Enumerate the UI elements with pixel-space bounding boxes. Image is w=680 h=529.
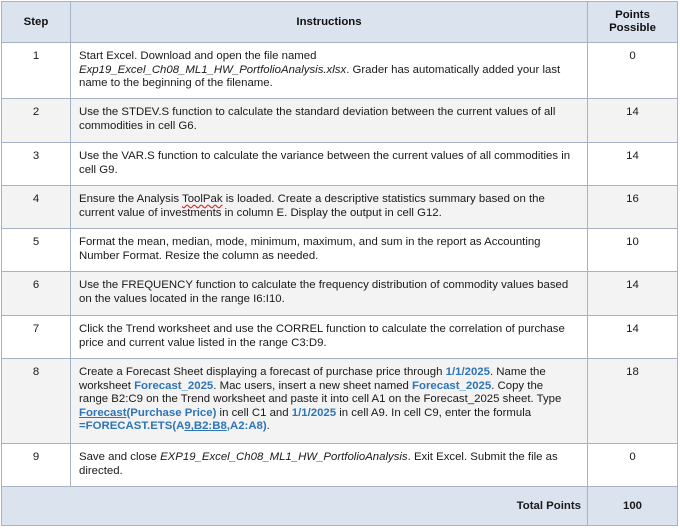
header-row xyxy=(2,2,678,43)
instruction-text: Use the STDEV.S function to calculate the standard deviation between the current values of all commodities in cell G6. xyxy=(71,99,588,143)
instruction-text: Ensure the Analysis ToolPak is loaded. Create a descriptive statistics summary based on the current value of investments in column E. Display the output in cell G12. xyxy=(71,186,588,229)
spellcheck-word: ToolPak xyxy=(182,193,223,205)
table-row xyxy=(2,316,678,359)
instruction-text: Use the VAR.S function to calculate the variance between the current values of all commodities in cell G9. xyxy=(71,143,588,186)
total-label: Total Points xyxy=(2,487,588,526)
points-value: 0 xyxy=(588,43,678,99)
table-row xyxy=(2,359,678,444)
points-value: 14 xyxy=(588,99,678,143)
step-number: 5 xyxy=(2,229,71,272)
instruction-text: Format the mean, median, mode, minimum, maximum, and sum in the report as Accounting Number Format. Resize the column as needed. xyxy=(71,229,588,272)
instruction-text: Click the Trend worksheet and use the CORREL function to calculate the correlation of purchase price and current value listed in the range C3:D9. xyxy=(71,316,588,359)
header-points: Points Possible xyxy=(588,2,678,43)
keyword: (Purchase Price) xyxy=(126,406,217,419)
points-value: 14 xyxy=(588,143,678,186)
points-value: 16 xyxy=(588,186,678,229)
table-row xyxy=(2,43,678,99)
step-number: 4 xyxy=(2,186,71,229)
instruction-text: Create a Forecast Sheet displaying a forecast of purchase price through 1/1/2025. Name the worksheet Forecast_2025. Mac users, insert a new sheet named Forecast_2025. Copy the range B2:C9 on the Trend worksheet and paste it into cell A1 on the Forecast_2025 sheet. Type Forecast(Purchase Price) in cell C1 and 1/1/2025 in cell A9. In cell C9, enter the formula =FORECAST.ETS(A9,B2:B8,A2:A8). xyxy=(71,359,588,444)
instruction-text: Save and close EXP19_Excel_Ch08_ML1_HW_PortfolioAnalysis. Exit Excel. Submit the file as directed. xyxy=(71,444,588,487)
keyword: 1/1/2025 xyxy=(291,406,337,419)
points-value: 14 xyxy=(588,272,678,316)
step-number: 2 xyxy=(2,99,71,143)
step-number: 7 xyxy=(2,316,71,359)
keyword: Forecast xyxy=(79,406,127,419)
table-row xyxy=(2,143,678,186)
keyword: Forecast_2025 xyxy=(134,379,214,392)
table-row xyxy=(2,186,678,229)
step-number: 9 xyxy=(2,444,71,487)
points-value: 10 xyxy=(588,229,678,272)
step-number: 8 xyxy=(2,359,71,444)
keyword: 1/1/2025 xyxy=(445,366,490,378)
filename: EXP19_Excel_Ch08_ML1_HW_PortfolioAnalysis xyxy=(160,451,408,463)
keyword: Forecast_2025 xyxy=(412,379,492,392)
instructions-table xyxy=(1,1,678,526)
step-number: 6 xyxy=(2,272,71,316)
instruction-text: Start Excel. Download and open the file named Exp19_Excel_Ch08_ML1_HW_PortfolioAnalysis.xlsx. Grader has automatically added your last name to the beginning of the filename. xyxy=(71,43,588,99)
filename: Exp19_Excel_Ch08_ML1_HW_PortfolioAnalysis.xlsx xyxy=(79,63,347,76)
points-value: 0 xyxy=(588,444,678,487)
formula: =FORECAST.ETS(A xyxy=(79,420,185,433)
step-number: 3 xyxy=(2,143,71,186)
points-value: 14 xyxy=(588,316,678,359)
table-row xyxy=(2,272,678,316)
formula: 9,B2:B8 xyxy=(184,420,227,433)
header-instructions: Instructions xyxy=(71,2,588,43)
step-number: 1 xyxy=(2,43,71,99)
total-row xyxy=(2,487,678,526)
header-step: Step xyxy=(2,2,71,43)
table-row xyxy=(2,229,678,272)
formula: ,A2:A8) xyxy=(226,420,267,433)
instruction-text: Use the FREQUENCY function to calculate the frequency distribution of commodity values based on the values located in the range I6:I10. xyxy=(71,272,588,316)
total-value: 100 xyxy=(588,487,678,526)
table-row xyxy=(2,444,678,487)
points-value: 18 xyxy=(588,359,678,444)
table-row xyxy=(2,99,678,143)
